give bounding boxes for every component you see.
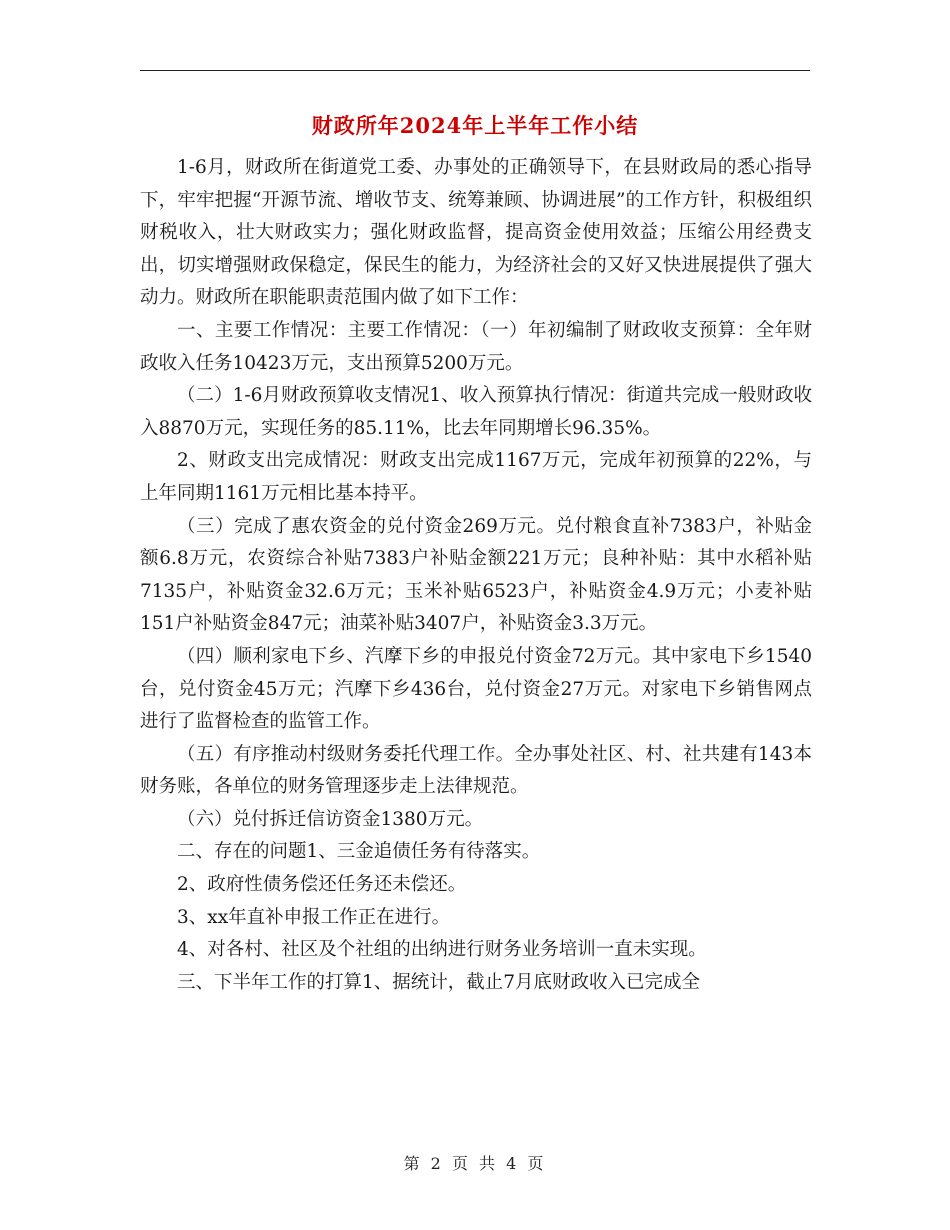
paragraph-expenditure: 2、财政支出完成情况：财政支出完成1167万元，完成年初预算的22%，与上年同期1161万元相比基本持平。	[140, 450, 812, 504]
header-rule	[140, 70, 810, 71]
page-number-footer: 第 2 页 共 4 页	[403, 1154, 547, 1173]
paragraph-section-1: 一、主要工作情况：主要工作情况：（一）年初编制了财政收支预算：全年财政收入任务10423万元，支出预算5200万元。	[140, 319, 812, 374]
document-body	[140, 152, 812, 999]
paragraph-item-5: （五）有序推动村级财务委托代理工作。全办事处社区、村、社共建有143本财务账，各单位的财务管理逐步走上法律规范。	[140, 743, 812, 798]
paragraph-problem-4: 4、对各村、社区及个社组的出纳进行财务业务培训一直未实现。	[177, 939, 707, 961]
paragraph-problem-2: 2、政府性债务偿还任务还未偿还。	[177, 874, 467, 896]
paragraph-intro: 1-6月，财政所在街道党工委、办事处的正确领导下，在县财政局的悉心指导下，牢牢把握“开源节流、增收节支、统筹兼顾、协调进展”的工作方针，积极组织财税收入，壮大财政实力；强化财政监督，提高资金使用效益；压缩公用经费支出，切实增强财政保稳定，保民生的能力，为经济社会的又好又快进展提供了强大动力。财政所在职能职责范围内做了如下工作：	[140, 157, 812, 309]
paragraph-problem-3: 3、xx年直补申报工作正在进行。	[177, 906, 451, 928]
paragraph-section-2: 二、存在的问题1、三金追债任务有待落实。	[177, 841, 541, 863]
paragraph-item-2: （二）1-6月财政预算收支情况1、收入预算执行情况：街道共完成一般财政收入8870万元，实现任务的85.11%，比去年同期增长96.35%。	[140, 385, 812, 439]
paragraph-section-3: 三、下半年工作的打算1、据统计，截止7月底财政收入已完成全	[177, 971, 701, 993]
paragraph-item-6: （六）兑付拆迁信访资金1380万元。	[177, 808, 484, 830]
paragraph-item-4: （四）顺利家电下乡、汽摩下乡的申报兑付资金72万元。其中家电下乡1540台，兑付资金45万元；汽摩下乡436台，兑付资金27万元。对家电下乡销售网点进行了监督检查的监管工作。	[140, 645, 812, 733]
paragraph-item-3: （三）完成了惠农资金的兑付资金269万元。兑付粮食直补7383户，补贴金额6.8万元，农资综合补贴7383户补贴金额221万元；良种补贴：其中水稻补贴7135户，补贴资金32.6万元；玉米补贴6523户，补贴资金4.9万元；小麦补贴151户补贴资金847元；油菜补贴3407户，补贴资金3.3万元。	[140, 515, 812, 635]
document-title: 财政所年2024年上半年工作小结	[311, 113, 639, 138]
